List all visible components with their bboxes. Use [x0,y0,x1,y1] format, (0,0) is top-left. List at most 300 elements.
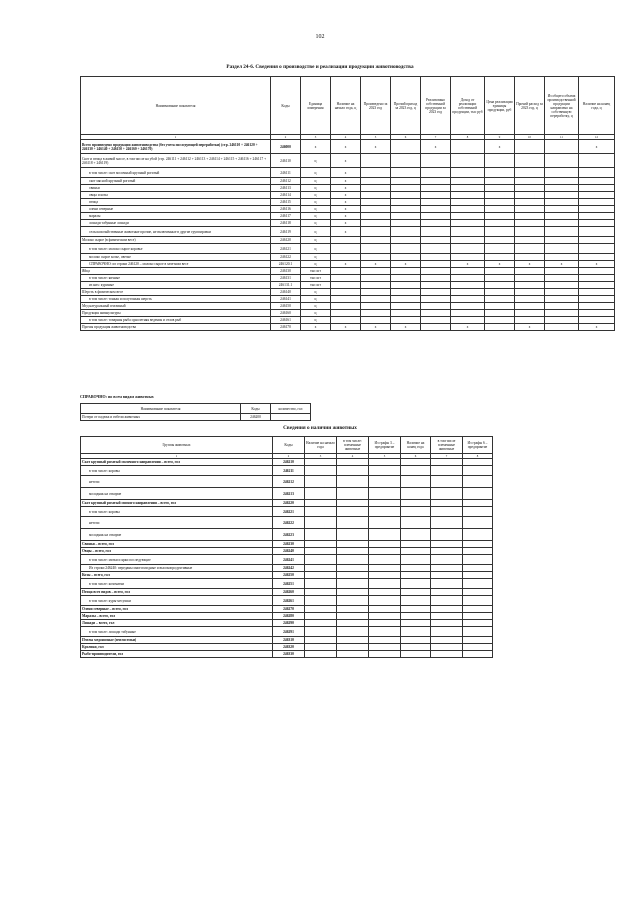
row-cell[interactable] [579,178,615,185]
row-cell[interactable] [579,237,615,244]
row-cell[interactable] [579,199,615,206]
row-cell[interactable] [369,500,401,507]
row-cell[interactable] [579,310,615,317]
row-cell[interactable] [515,213,545,220]
row-cell[interactable] [337,555,369,565]
row-cell[interactable] [401,507,431,517]
row-cell[interactable] [545,227,579,237]
row-cell[interactable] [451,185,485,192]
row-cell[interactable] [391,220,421,227]
row-cell[interactable] [579,154,615,168]
row-cell[interactable] [361,254,391,261]
row-cell[interactable] [337,596,369,606]
row-cell[interactable] [545,296,579,303]
row-cell[interactable] [369,627,401,637]
row-cell[interactable] [579,168,615,178]
row-cell[interactable] [579,275,615,282]
row-cell[interactable] [431,596,463,606]
row-cell[interactable] [545,178,579,185]
row-cell[interactable] [463,548,493,555]
row-cell[interactable] [361,154,391,168]
row-cell[interactable] [431,555,463,565]
row-cell[interactable] [369,548,401,555]
row-cell[interactable] [401,565,431,572]
row-cell[interactable] [515,199,545,206]
row-cell[interactable] [431,613,463,620]
row-cell[interactable] [361,237,391,244]
row-cell[interactable] [369,488,401,500]
row-cell[interactable] [431,459,463,466]
row-cell[interactable] [391,268,421,275]
row-cell[interactable] [401,613,431,620]
row-cell[interactable] [431,620,463,627]
row-cell[interactable] [391,296,421,303]
row-cell[interactable] [305,596,337,606]
row-cell[interactable] [545,237,579,244]
row-cell[interactable] [451,227,485,237]
row-cell[interactable] [337,541,369,548]
row-cell[interactable] [361,192,391,199]
row-cell[interactable] [361,178,391,185]
row-cell[interactable] [421,227,451,237]
row-cell[interactable] [391,213,421,220]
row-cell[interactable] [369,529,401,541]
row-cell[interactable] [331,275,361,282]
row-cell[interactable] [391,206,421,213]
row-cell[interactable] [515,310,545,317]
row-cell[interactable] [421,206,451,213]
row-cell[interactable] [391,178,421,185]
row-cell[interactable] [545,185,579,192]
row-cell[interactable] [463,589,493,596]
row-cell[interactable] [421,261,451,268]
row-cell[interactable] [361,310,391,317]
row-cell[interactable] [431,541,463,548]
row-cell[interactable] [361,268,391,275]
row-cell[interactable] [421,282,451,289]
row-cell[interactable] [391,317,421,324]
row-cell[interactable] [305,572,337,579]
row-cell[interactable] [515,192,545,199]
row-cell[interactable] [361,303,391,310]
row-cell[interactable] [421,185,451,192]
row-cell[interactable] [305,500,337,507]
row-cell[interactable] [485,310,515,317]
row-cell[interactable] [331,282,361,289]
row-cell[interactable] [369,555,401,565]
row-cell[interactable] [337,637,369,644]
row-cell[interactable] [369,620,401,627]
row-cell[interactable] [391,254,421,261]
row-cell[interactable] [451,178,485,185]
row-cell[interactable] [545,220,579,227]
row-cell[interactable] [485,244,515,254]
row-cell[interactable] [463,476,493,488]
row-cell[interactable] [431,476,463,488]
row-cell[interactable] [361,199,391,206]
row-cell[interactable] [451,206,485,213]
row-cell[interactable] [421,275,451,282]
row-cell[interactable] [451,310,485,317]
row-cell[interactable] [421,192,451,199]
row-cell[interactable] [485,296,515,303]
row-cell[interactable] [369,459,401,466]
row-cell[interactable] [545,199,579,206]
row-cell[interactable] [451,254,485,261]
row-cell[interactable] [431,517,463,529]
row-cell[interactable] [401,555,431,565]
row-cell[interactable] [401,517,431,529]
row-cell[interactable] [401,589,431,596]
row-cell[interactable] [337,589,369,596]
row-cell[interactable] [305,565,337,572]
row-cell[interactable] [401,488,431,500]
row-cell[interactable] [451,140,485,154]
row-cell[interactable] [421,324,451,331]
row-cell[interactable] [337,500,369,507]
row-cell[interactable] [545,268,579,275]
row-cell[interactable] [545,275,579,282]
row-cell[interactable] [421,317,451,324]
row-cell[interactable] [545,244,579,254]
row-cell[interactable] [369,651,401,658]
row-cell[interactable] [391,275,421,282]
row-cell[interactable] [485,227,515,237]
row-cell[interactable] [305,529,337,541]
row-cell[interactable] [485,168,515,178]
row-cell[interactable] [515,317,545,324]
row-cell[interactable] [485,237,515,244]
row-cell[interactable] [451,244,485,254]
row-cell[interactable] [305,579,337,589]
row-cell[interactable] [463,606,493,613]
row-cell[interactable] [337,488,369,500]
row-cell[interactable] [545,140,579,154]
row-cell[interactable] [485,289,515,296]
row-cell[interactable] [421,154,451,168]
row-cell[interactable] [463,459,493,466]
row-cell[interactable] [485,254,515,261]
row-cell[interactable] [401,637,431,644]
row-cell[interactable] [421,168,451,178]
row-cell[interactable] [463,517,493,529]
row-cell[interactable] [369,579,401,589]
row-cell[interactable] [337,644,369,651]
row-cell[interactable] [421,244,451,254]
row-cell[interactable] [515,220,545,227]
row-cell[interactable] [331,317,361,324]
row-cell[interactable] [337,459,369,466]
row-cell[interactable] [305,589,337,596]
row-cell[interactable] [545,192,579,199]
row-cell[interactable] [401,548,431,555]
row-cell[interactable] [391,282,421,289]
row-cell[interactable] [579,268,615,275]
row-cell[interactable] [463,627,493,637]
row-cell[interactable] [421,303,451,310]
row-cell[interactable] [463,500,493,507]
row-cell[interactable] [305,548,337,555]
row-cell[interactable] [463,613,493,620]
row-cell[interactable] [545,213,579,220]
row-cell[interactable] [463,488,493,500]
row-cell[interactable] [451,275,485,282]
row-cell[interactable] [369,644,401,651]
row-cell[interactable] [485,206,515,213]
row-cell[interactable] [401,596,431,606]
row-cell[interactable] [337,548,369,555]
row-cell[interactable] [515,244,545,254]
row-cell[interactable] [361,185,391,192]
row-cell[interactable] [463,507,493,517]
row-cell[interactable] [369,637,401,644]
row-cell[interactable] [369,507,401,517]
row-cell[interactable] [391,168,421,178]
row-cell[interactable] [463,637,493,644]
row-cell[interactable] [401,579,431,589]
row-cell[interactable] [391,310,421,317]
row-cell[interactable] [463,651,493,658]
row-cell[interactable] [421,268,451,275]
row-cell[interactable] [579,185,615,192]
row-cell[interactable] [369,541,401,548]
row-cell[interactable] [485,199,515,206]
row-cell[interactable] [579,213,615,220]
row-cell[interactable] [451,199,485,206]
row-cell[interactable] [451,289,485,296]
row-cell[interactable] [369,596,401,606]
row-cell[interactable] [369,476,401,488]
row-cell[interactable] [485,324,515,331]
row-cell[interactable] [361,206,391,213]
row-cell[interactable] [337,613,369,620]
row-cell[interactable] [485,282,515,289]
row-cell[interactable] [331,254,361,261]
row-cell[interactable] [451,303,485,310]
row-cell[interactable] [337,606,369,613]
row-cell[interactable] [361,220,391,227]
row-cell[interactable] [337,565,369,572]
row-cell[interactable] [579,289,615,296]
row-cell[interactable] [369,572,401,579]
row-cell[interactable] [361,289,391,296]
row-cell[interactable] [361,213,391,220]
row-cell[interactable] [305,606,337,613]
row-cell[interactable] [421,237,451,244]
row-cell[interactable] [337,466,369,476]
losses-row-value[interactable] [271,414,311,421]
row-cell[interactable] [391,185,421,192]
row-cell[interactable] [579,220,615,227]
row-cell[interactable] [401,476,431,488]
row-cell[interactable] [421,310,451,317]
row-cell[interactable] [331,268,361,275]
row-cell[interactable] [401,620,431,627]
row-cell[interactable] [431,500,463,507]
row-cell[interactable] [451,268,485,275]
row-cell[interactable] [545,303,579,310]
row-cell[interactable] [401,459,431,466]
row-cell[interactable] [515,303,545,310]
row-cell[interactable] [485,317,515,324]
row-cell[interactable] [485,220,515,227]
row-cell[interactable] [401,529,431,541]
row-cell[interactable] [305,620,337,627]
row-cell[interactable] [401,606,431,613]
row-cell[interactable] [485,275,515,282]
row-cell[interactable] [579,227,615,237]
row-cell[interactable] [305,555,337,565]
row-cell[interactable] [545,324,579,331]
row-cell[interactable] [515,254,545,261]
row-cell[interactable] [545,289,579,296]
row-cell[interactable] [463,541,493,548]
row-cell[interactable] [421,289,451,296]
row-cell[interactable] [305,517,337,529]
row-cell[interactable] [401,572,431,579]
row-cell[interactable] [305,476,337,488]
row-cell[interactable] [401,651,431,658]
row-cell[interactable] [431,637,463,644]
row-cell[interactable] [421,254,451,261]
row-cell[interactable] [451,192,485,199]
row-cell[interactable] [391,244,421,254]
row-cell[interactable] [431,589,463,596]
row-cell[interactable] [331,303,361,310]
row-cell[interactable] [401,500,431,507]
row-cell[interactable] [431,565,463,572]
row-cell[interactable] [463,555,493,565]
row-cell[interactable] [337,651,369,658]
row-cell[interactable] [515,206,545,213]
row-cell[interactable] [361,296,391,303]
row-cell[interactable] [431,644,463,651]
row-cell[interactable] [579,317,615,324]
row-cell[interactable] [431,651,463,658]
row-cell[interactable] [391,199,421,206]
row-cell[interactable] [485,268,515,275]
row-cell[interactable] [485,213,515,220]
row-cell[interactable] [421,220,451,227]
row-cell[interactable] [421,213,451,220]
row-cell[interactable] [361,244,391,254]
row-cell[interactable] [305,627,337,637]
row-cell[interactable] [361,227,391,237]
row-cell[interactable] [515,178,545,185]
row-cell[interactable] [431,627,463,637]
row-cell[interactable] [361,282,391,289]
row-cell[interactable] [391,289,421,296]
row-cell[interactable] [463,529,493,541]
row-cell[interactable] [545,254,579,261]
row-cell[interactable] [451,317,485,324]
row-cell[interactable] [579,192,615,199]
row-cell[interactable] [421,178,451,185]
row-cell[interactable] [545,310,579,317]
row-cell[interactable] [515,185,545,192]
row-cell[interactable] [431,529,463,541]
row-cell[interactable] [463,579,493,589]
row-cell[interactable] [545,317,579,324]
row-cell[interactable] [451,296,485,303]
row-cell[interactable] [305,488,337,500]
row-cell[interactable] [463,572,493,579]
row-cell[interactable] [421,199,451,206]
row-cell[interactable] [305,644,337,651]
row-cell[interactable] [331,237,361,244]
row-cell[interactable] [515,296,545,303]
row-cell[interactable] [361,275,391,282]
row-cell[interactable] [431,572,463,579]
row-cell[interactable] [579,254,615,261]
row-cell[interactable] [401,627,431,637]
row-cell[interactable] [515,168,545,178]
row-cell[interactable] [515,289,545,296]
row-cell[interactable] [337,476,369,488]
row-cell[interactable] [369,517,401,529]
row-cell[interactable] [401,644,431,651]
row-cell[interactable] [545,206,579,213]
row-cell[interactable] [337,627,369,637]
row-cell[interactable] [431,548,463,555]
row-cell[interactable] [337,572,369,579]
row-cell[interactable] [391,154,421,168]
row-cell[interactable] [545,154,579,168]
row-cell[interactable] [431,507,463,517]
row-cell[interactable] [369,466,401,476]
row-cell[interactable] [463,644,493,651]
row-cell[interactable] [451,213,485,220]
row-cell[interactable] [305,651,337,658]
row-cell[interactable] [391,140,421,154]
row-cell[interactable] [337,507,369,517]
row-cell[interactable] [463,596,493,606]
row-cell[interactable] [515,154,545,168]
row-cell[interactable] [369,589,401,596]
row-cell[interactable] [515,237,545,244]
row-cell[interactable] [337,620,369,627]
row-cell[interactable] [361,168,391,178]
row-cell[interactable] [579,296,615,303]
row-cell[interactable] [463,466,493,476]
row-cell[interactable] [391,237,421,244]
row-cell[interactable] [485,185,515,192]
row-cell[interactable] [431,606,463,613]
row-cell[interactable] [431,579,463,589]
row-cell[interactable] [431,488,463,500]
row-cell[interactable] [515,268,545,275]
row-cell[interactable] [369,606,401,613]
row-cell[interactable] [545,282,579,289]
row-cell[interactable] [545,168,579,178]
row-cell[interactable] [369,565,401,572]
row-cell[interactable] [451,220,485,227]
row-cell[interactable] [331,310,361,317]
row-cell[interactable] [401,466,431,476]
row-cell[interactable] [305,541,337,548]
row-cell[interactable] [485,303,515,310]
row-cell[interactable] [431,466,463,476]
row-cell[interactable] [451,282,485,289]
row-cell[interactable] [401,541,431,548]
row-cell[interactable] [369,613,401,620]
row-cell[interactable] [451,237,485,244]
row-cell[interactable] [331,244,361,254]
row-cell[interactable] [579,206,615,213]
row-cell[interactable] [391,303,421,310]
row-cell[interactable] [331,296,361,303]
row-cell[interactable] [337,517,369,529]
